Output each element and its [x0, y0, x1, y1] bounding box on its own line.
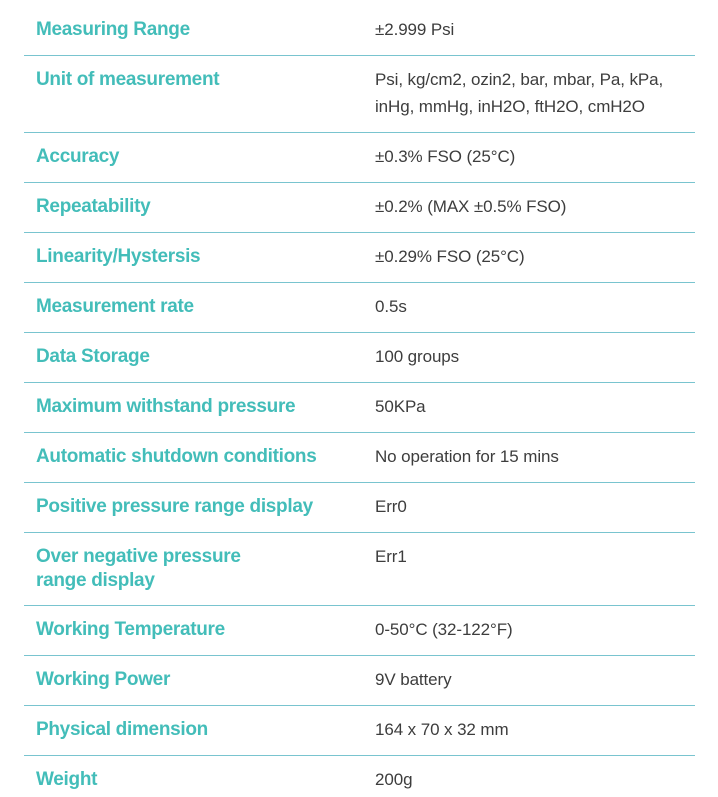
table-row	[24, 332, 695, 382]
row-value: Psi, kg/cm2, ozin2, bar, mbar, Pa, kPa, inHg, mmHg, inH2O, ftH2O, cmH2O	[375, 70, 664, 116]
row-label: Measurement rate	[36, 296, 194, 317]
table-row	[24, 482, 695, 532]
table-row	[24, 6, 695, 55]
row-value: 0-50°C (32-122°F)	[375, 620, 513, 639]
row-value: 164 x 70 x 32 mm	[375, 720, 509, 739]
table-row	[24, 655, 695, 705]
row-value: 0.5s	[375, 297, 407, 316]
table-row	[24, 182, 695, 232]
row-label: Working Temperature	[36, 619, 225, 640]
row-label: Data Storage	[36, 346, 150, 367]
table-row	[24, 705, 695, 755]
spec-table	[24, 0, 695, 797]
row-value: 200g	[375, 770, 413, 789]
row-value: Err0	[375, 497, 407, 516]
row-value: ±0.2% (MAX ±0.5% FSO)	[375, 197, 567, 216]
row-label: Unit of measurement	[36, 69, 220, 90]
row-label: Measuring Range	[36, 19, 190, 40]
row-value: ±0.29% FSO (25°C)	[375, 247, 525, 266]
row-label: Automatic shutdown conditions	[36, 446, 317, 467]
row-value: 9V battery	[375, 670, 452, 689]
row-label: Weight	[36, 769, 98, 790]
row-label: Accuracy	[36, 146, 120, 167]
table-row	[24, 532, 695, 605]
row-value: 50KPa	[375, 397, 426, 416]
table-row	[24, 432, 695, 482]
row-value: No operation for 15 mins	[375, 447, 559, 466]
table-row	[24, 382, 695, 432]
row-label: Positive pressure range display	[36, 496, 313, 517]
row-value: ±0.3% FSO (25°C)	[375, 147, 516, 166]
table-row	[24, 55, 695, 132]
row-value: Err1	[375, 547, 407, 566]
row-label: Maximum withstand pressure	[36, 396, 296, 417]
row-label: Working Power	[36, 669, 171, 690]
row-value: 100 groups	[375, 347, 460, 366]
table-row	[24, 605, 695, 655]
row-label: Over negative pressure range display	[36, 546, 241, 591]
row-label: Linearity/Hystersis	[36, 246, 201, 267]
table-row	[24, 132, 695, 182]
table-row	[24, 282, 695, 332]
table-row	[24, 232, 695, 282]
table-row	[24, 755, 695, 797]
row-value: ±2.999 Psi	[375, 20, 455, 39]
row-label: Physical dimension	[36, 719, 208, 740]
row-label: Repeatability	[36, 196, 151, 217]
